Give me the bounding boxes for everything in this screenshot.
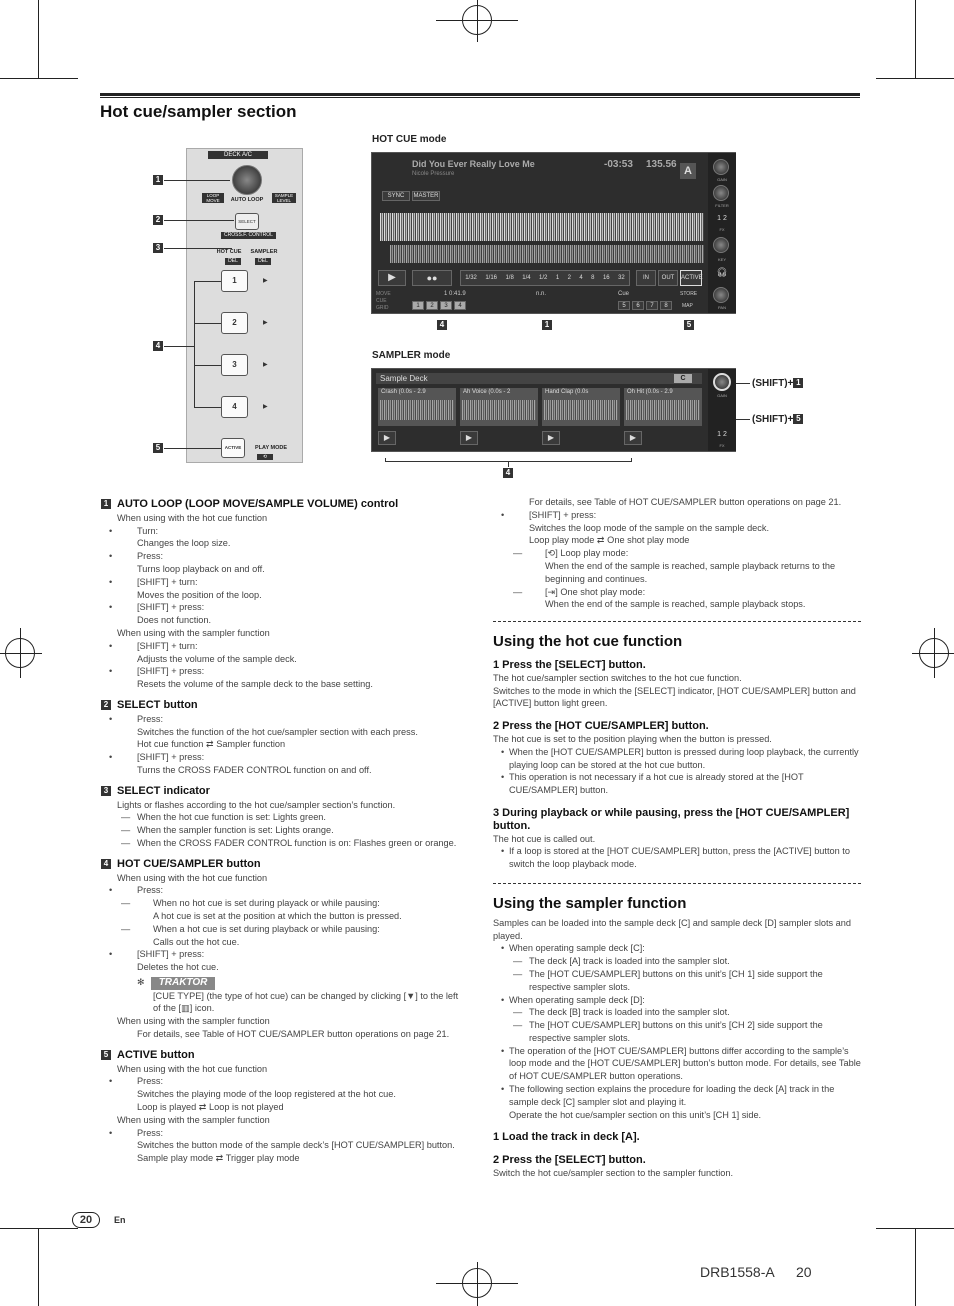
left-column bbox=[101, 490, 466, 1165]
play-arrow-icon: ▶ bbox=[263, 320, 268, 326]
dash-item: — When a hot cue is set during playback or while pausing: bbox=[101, 923, 466, 936]
divider bbox=[493, 621, 861, 622]
bullet: • When operating sample deck [C]: bbox=[493, 942, 861, 955]
bullet: • This operation is not necessary if a hot cue is already stored at the [HOT CUE/SAMPLER] button. bbox=[493, 771, 861, 797]
text-line: [CUE TYPE] (the type of hot cue) can be changed by clicking [▼] to the left of the [▥] icon. bbox=[153, 990, 459, 1014]
step-heading: 2 Press the [HOT CUE/SAMPLER] button. bbox=[493, 720, 709, 733]
waveform-stripe bbox=[390, 245, 704, 263]
text-line: Switch the hot cue/sampler section to the sampler function. bbox=[493, 1168, 734, 1179]
text-line: When using with the hot cue function bbox=[117, 872, 268, 883]
sample-level-label: SAMPLE LEVEL bbox=[272, 193, 296, 203]
text-line: Turns loop playback on and off. bbox=[137, 563, 265, 574]
heading-auto-loop: 1 AUTO LOOP (LOOP MOVE/SAMPLE VOLUME) control bbox=[101, 498, 466, 511]
loop-size-item[interactable]: 8 bbox=[591, 275, 595, 281]
section-title: Hot cue/sampler section bbox=[100, 102, 297, 121]
sampler-slot bbox=[542, 388, 620, 426]
traktor-note: ✻ TRAKTOR bbox=[101, 976, 466, 990]
language-label: En bbox=[114, 1215, 126, 1225]
hot-cue-screen bbox=[371, 152, 736, 314]
loop-out-button[interactable]: OUT bbox=[658, 270, 678, 286]
loop-in-button[interactable]: IN bbox=[636, 270, 656, 286]
key-label: KEY bbox=[717, 257, 726, 262]
hot-cue-label: HOT CUE bbox=[216, 249, 242, 255]
deck-letter: A bbox=[680, 163, 696, 179]
sampler-fx-label: FX bbox=[719, 443, 725, 448]
move-label: MOVE bbox=[376, 291, 391, 297]
bullet: • [SHIFT] + press: bbox=[493, 509, 861, 522]
dash-item: — [⇥] One shot play mode: bbox=[493, 586, 861, 599]
gain-knob[interactable] bbox=[713, 159, 729, 175]
right-column bbox=[493, 496, 861, 1180]
pan-knob[interactable] bbox=[713, 287, 729, 303]
bullet: • Turn: bbox=[101, 525, 466, 538]
text-line: A hot cue is set at the position at which the button is pressed. bbox=[153, 910, 402, 921]
bullet: • [SHIFT] + press: bbox=[101, 948, 466, 961]
step-heading: 2 Press the [SELECT] button. bbox=[493, 1154, 646, 1167]
text-line: Calls out the hot cue. bbox=[153, 936, 240, 947]
hotcue-slot[interactable]: 2 bbox=[426, 301, 438, 310]
play-arrow-icon: ▶ bbox=[263, 362, 268, 368]
slot-name: Hand Clap (0.0s bbox=[545, 389, 589, 395]
text-line: For details, see Table of HOT CUE/SAMPLER button operations on page 21. bbox=[529, 497, 842, 507]
fx-assign[interactable]: 1 2 bbox=[717, 215, 727, 222]
text-line: Switches the button mode of the sample deck’s [HOT CUE/SAMPLER] button. bbox=[137, 1140, 455, 1151]
cue-buttons[interactable]: ●● bbox=[412, 270, 452, 286]
sampler-slot bbox=[460, 388, 538, 426]
callout-1b: 1 bbox=[542, 320, 552, 330]
hot-cue-pad-1[interactable]: 1 bbox=[221, 270, 248, 292]
bullet: • When operating sample deck [D]: bbox=[493, 994, 861, 1007]
shift5-callout: (SHIFT)+ 5 bbox=[752, 414, 803, 425]
track-time: -03:53 bbox=[604, 159, 633, 170]
page-number-badge: 20 bbox=[72, 1212, 100, 1228]
heading-select-button: 2 SELECT button bbox=[101, 699, 466, 712]
slot-play-button[interactable]: ▶ bbox=[624, 431, 642, 445]
loop-size-item[interactable]: 32 bbox=[618, 275, 625, 281]
hotcue-slots-2 bbox=[618, 301, 672, 310]
text-line: When using with the sampler function bbox=[117, 1114, 270, 1125]
sample-deck-letter: C bbox=[674, 374, 692, 383]
master-button[interactable]: MASTER bbox=[413, 193, 439, 199]
text-line: Loop is played ⇄ Loop is not played bbox=[137, 1102, 284, 1113]
text-line: Does not function. bbox=[137, 615, 212, 626]
hotcue-slot[interactable]: 3 bbox=[440, 301, 452, 310]
document-page: 20 bbox=[796, 1264, 812, 1280]
dash-item: — When the hot cue function is set: Lights green. bbox=[101, 811, 466, 824]
filter-label: FILTER bbox=[715, 203, 729, 208]
bullet: • The operation of the [HOT CUE/SAMPLER] buttons differ according to the sample’s loop mode and the [HOT CUE/SAMPLER] button’s button mode. For details, see Table of HOT CUE/SAMPLER button operations. bbox=[493, 1045, 861, 1083]
filter-knob[interactable] bbox=[713, 185, 729, 201]
select-button[interactable]: SELECT bbox=[235, 213, 259, 230]
active-loop-button[interactable]: ACTIVE bbox=[680, 270, 702, 286]
text-line: Turns the CROSS FADER CONTROL function on and off. bbox=[137, 764, 372, 775]
loop-size-item[interactable]: 1/8 bbox=[505, 275, 514, 281]
bullet: • [SHIFT] + turn: bbox=[101, 576, 466, 589]
hotcue-slot[interactable]: 6 bbox=[632, 301, 644, 310]
text-line: Switches the playing mode of the loop registered at the hot cue. bbox=[137, 1089, 396, 1100]
dash-item: — [⟲] Loop play mode: bbox=[493, 547, 861, 560]
text-line: For details, see Table of HOT CUE/SAMPLER button operations on page 21. bbox=[137, 1029, 450, 1040]
cue-name: n.n. bbox=[536, 291, 547, 297]
text-line: Sample play mode ⇄ Trigger play mode bbox=[137, 1153, 300, 1164]
callout-4c: 4 bbox=[503, 468, 513, 478]
sync-button[interactable]: SYNC bbox=[382, 191, 410, 201]
heading-active-button: 5 ACTIVE button bbox=[101, 1049, 466, 1062]
bullet: • [SHIFT] + press: bbox=[101, 601, 466, 614]
play-arrow-icon: ▶ bbox=[263, 404, 268, 410]
position-readout: 1 0:41.9 bbox=[444, 291, 466, 297]
text-line: Switches to the mode in which the [SELECT] indicator, [HOT CUE/SAMPLER] button and [ACTIVE] button light green. bbox=[493, 685, 856, 709]
text-line: Changes the loop size. bbox=[137, 538, 231, 549]
shift1-callout: (SHIFT)+ 1 bbox=[752, 378, 803, 389]
del-label-1: DEL bbox=[225, 258, 241, 265]
loop-size-item[interactable]: 1 bbox=[555, 275, 560, 281]
bullet: • When the [HOT CUE/SAMPLER] button is pressed during loop playback, the currently playing loop can be stored at the hot cue button. bbox=[493, 746, 861, 772]
auto-loop-label: AUTO LOOP bbox=[230, 197, 264, 203]
slot-name: Ah Voice (0.0s - 2 bbox=[463, 389, 511, 395]
loop-size-item[interactable]: 16 bbox=[602, 275, 610, 281]
text-line: Loop play mode ⇄ One shot play mode bbox=[529, 535, 690, 546]
bullet: • Press: bbox=[101, 884, 466, 897]
callout-2: 2 bbox=[153, 215, 163, 225]
bullet: • Press: bbox=[101, 550, 466, 563]
store-button[interactable]: STORE bbox=[680, 291, 698, 297]
grid-label: GRID bbox=[376, 305, 389, 311]
hot-cue-function-heading: Using the hot cue function bbox=[493, 633, 683, 651]
sampler-fx-assign[interactable]: 1 2 bbox=[717, 431, 727, 438]
cue-type[interactable]: Cue bbox=[618, 291, 630, 297]
callout-5: 5 bbox=[153, 443, 163, 453]
text-line: Samples can be loaded into the sample deck [C] and sample deck [D] sampler slots and played. bbox=[493, 917, 851, 941]
hotcue-slot[interactable]: 1 bbox=[412, 301, 424, 310]
sampler-side-panel bbox=[708, 369, 736, 451]
dash-item: — The [HOT CUE/SAMPLER] buttons on this unit’s [CH 2] side support the respective sampler slots. bbox=[493, 1019, 861, 1045]
bullet: • The following section explains the procedure for loading the deck [A] track in the sample deck [C] sampler slot and playing it. bbox=[493, 1083, 861, 1109]
callout-1: 1 bbox=[153, 175, 163, 185]
loop-size-item[interactable]: 1/32 bbox=[465, 275, 477, 281]
pan-label: PAN bbox=[718, 305, 726, 310]
bullet: • Press: bbox=[101, 1075, 466, 1088]
sampler-slot bbox=[624, 388, 702, 426]
loop-icon: ⟲ bbox=[257, 454, 273, 460]
traktor-badge: TRAKTOR bbox=[151, 977, 216, 990]
dash-item: — When no hot cue is set during playack or while pausing: bbox=[101, 897, 466, 910]
text-line: When the end of the sample is reached, sample playback stops. bbox=[545, 599, 806, 610]
sampler-gain-knob[interactable] bbox=[713, 373, 731, 391]
gain-label: GAIN bbox=[717, 177, 727, 182]
text-line: The hot cue is called out. bbox=[493, 833, 596, 844]
bullet: • If a loop is stored at the [HOT CUE/SAMPLER] button, press the [ACTIVE] button to switch the loop playback mode. bbox=[493, 845, 861, 871]
text-line: Resets the volume of the sample deck to the base setting. bbox=[137, 679, 373, 690]
callout-3: 3 bbox=[153, 243, 163, 253]
hotcue-slot[interactable]: 7 bbox=[646, 301, 658, 310]
sample-deck-title: Sample Deck bbox=[380, 374, 428, 383]
divider bbox=[493, 883, 861, 884]
slot-name: Crash (0.0s - 2.9 bbox=[381, 389, 426, 395]
step-heading: 3 During playback or while pausing, press the [HOT CUE/SAMPLER] button. bbox=[493, 806, 850, 832]
text-line: Hot cue function ⇄ Sampler function bbox=[137, 739, 286, 750]
play-button[interactable]: ▶ bbox=[378, 270, 406, 286]
heading-select-indicator: 3 SELECT indicator bbox=[101, 785, 466, 798]
auto-loop-knob[interactable] bbox=[232, 165, 262, 195]
step-heading: 1 Press the [SELECT] button. bbox=[493, 658, 646, 671]
text-line: When the end of the sample is reached, sample playback returns to the beginning and continues. bbox=[545, 560, 836, 584]
dash-item: — The deck [A] track is loaded into the sampler slot. bbox=[493, 955, 861, 968]
text-line: When using with the sampler function bbox=[117, 1016, 270, 1027]
hot-cue-mode-label: HOT CUE mode bbox=[372, 134, 447, 145]
headphone-icon[interactable]: 🎧︎ bbox=[716, 267, 728, 277]
loop-size-item[interactable]: 4 bbox=[579, 275, 583, 281]
loop-size-item[interactable]: 1/4 bbox=[522, 275, 531, 281]
hotcue-slot[interactable]: 4 bbox=[454, 301, 466, 310]
text-line: When using with the hot cue function bbox=[117, 1063, 268, 1074]
text-line: Switches the function of the hot cue/sampler section with each press. bbox=[137, 726, 418, 737]
dash-item: — When the sampler function is set: Lights orange. bbox=[101, 824, 466, 837]
hot-cue-pad-4[interactable]: 4 bbox=[221, 396, 248, 418]
text-line: Operate the hot cue/sampler section on this unit’s [CH 1] side. bbox=[509, 1109, 762, 1120]
step-heading: 1 Load the track in deck [A]. bbox=[493, 1131, 640, 1144]
text-line: When using with the sampler function bbox=[117, 627, 270, 638]
cue-label: CUE bbox=[376, 298, 387, 304]
play-mode-label: PLAY MODE bbox=[254, 445, 288, 451]
callout-4: 4 bbox=[153, 341, 163, 351]
text-line: Adjusts the volume of the sample deck. bbox=[137, 653, 297, 664]
sampler-function-heading: Using the sampler function bbox=[493, 894, 687, 912]
hotcue-slots bbox=[412, 301, 466, 310]
fx-label: FX bbox=[719, 227, 725, 232]
slot-play-button[interactable]: ▶ bbox=[542, 431, 560, 445]
text-line: Lights or flashes according to the hot cue/sampler section’s function. bbox=[117, 799, 396, 810]
dash-item: — The deck [B] track is loaded into the sampler slot. bbox=[493, 1006, 861, 1019]
document-code: DRB1558-A bbox=[700, 1264, 775, 1280]
slot-play-button[interactable]: ▶ bbox=[460, 431, 478, 445]
loop-size-bar bbox=[460, 270, 630, 286]
deck-title: DECK A/C bbox=[208, 151, 268, 159]
callout-4b: 4 bbox=[437, 320, 447, 330]
sampler-gain-label: GAIN bbox=[717, 393, 727, 398]
sampler-slot bbox=[378, 388, 456, 426]
heading-hot-cue-sampler: 4 HOT CUE/SAMPLER button bbox=[101, 858, 466, 871]
hotcue-slot[interactable]: 8 bbox=[660, 301, 672, 310]
text-line: Switches the loop mode of the sample on the sample deck. bbox=[529, 522, 770, 533]
side-panel bbox=[708, 153, 736, 313]
hot-cue-pad-3[interactable]: 3 bbox=[221, 354, 248, 376]
text-line: Deletes the hot cue. bbox=[137, 962, 219, 973]
callout-5b: 5 bbox=[684, 320, 694, 330]
play-arrow-icon: ▶ bbox=[263, 278, 268, 284]
text-line: When using with the hot cue function bbox=[117, 512, 268, 523]
text-line: The hot cue is set to the position playing when the button is pressed. bbox=[493, 733, 772, 744]
bullet: • [SHIFT] + press: bbox=[101, 751, 466, 764]
bullet: • Press: bbox=[101, 713, 466, 726]
slot-play-button[interactable]: ▶ bbox=[378, 431, 396, 445]
track-bpm: 135.56 bbox=[646, 159, 677, 170]
sampler-mode-label: SAMPLER mode bbox=[372, 350, 451, 361]
track-artist: Nicole Pressure bbox=[412, 171, 455, 177]
sample-deck-header bbox=[376, 373, 702, 384]
bullet: • Press: bbox=[101, 1127, 466, 1140]
dash-item: — The [HOT CUE/SAMPLER] buttons on this unit’s [CH 1] side support the respective sampler slots. bbox=[493, 968, 861, 994]
key-knob[interactable] bbox=[713, 237, 729, 253]
del-label-2: DEL bbox=[255, 258, 271, 265]
loop-size-item[interactable]: 1/16 bbox=[485, 275, 498, 281]
map-button[interactable]: MAP bbox=[682, 303, 693, 309]
hot-cue-pad-2[interactable]: 2 bbox=[221, 312, 248, 334]
track-title: Did You Ever Really Love Me bbox=[412, 159, 535, 169]
slot-name: Oh Hit (0.0s - 2.9 bbox=[627, 389, 673, 395]
sampler-label: SAMPLER bbox=[250, 249, 278, 255]
top-rule bbox=[100, 93, 860, 98]
bullet: • [SHIFT] + press: bbox=[101, 665, 466, 678]
bullet: • [SHIFT] + turn: bbox=[101, 640, 466, 653]
hotcue-slot[interactable]: 5 bbox=[618, 301, 630, 310]
text-line: The hot cue/sampler section switches to the hot cue function. bbox=[493, 672, 742, 683]
active-button[interactable]: ACTIVE bbox=[221, 438, 245, 458]
loop-size-item[interactable]: 1/2 bbox=[539, 275, 548, 281]
dash-item: — When the CROSS FADER CONTROL function is on: Flashes green or orange. bbox=[101, 837, 466, 850]
text-line: Moves the position of the loop. bbox=[137, 589, 262, 600]
loop-move-label: LOOP MOVE bbox=[202, 193, 224, 203]
loop-size-item[interactable]: 2 bbox=[567, 275, 571, 281]
waveform-overview bbox=[380, 213, 704, 241]
sampler-screen bbox=[371, 368, 736, 452]
cross-control-label: CROSS.F. CONTROL bbox=[221, 232, 276, 239]
